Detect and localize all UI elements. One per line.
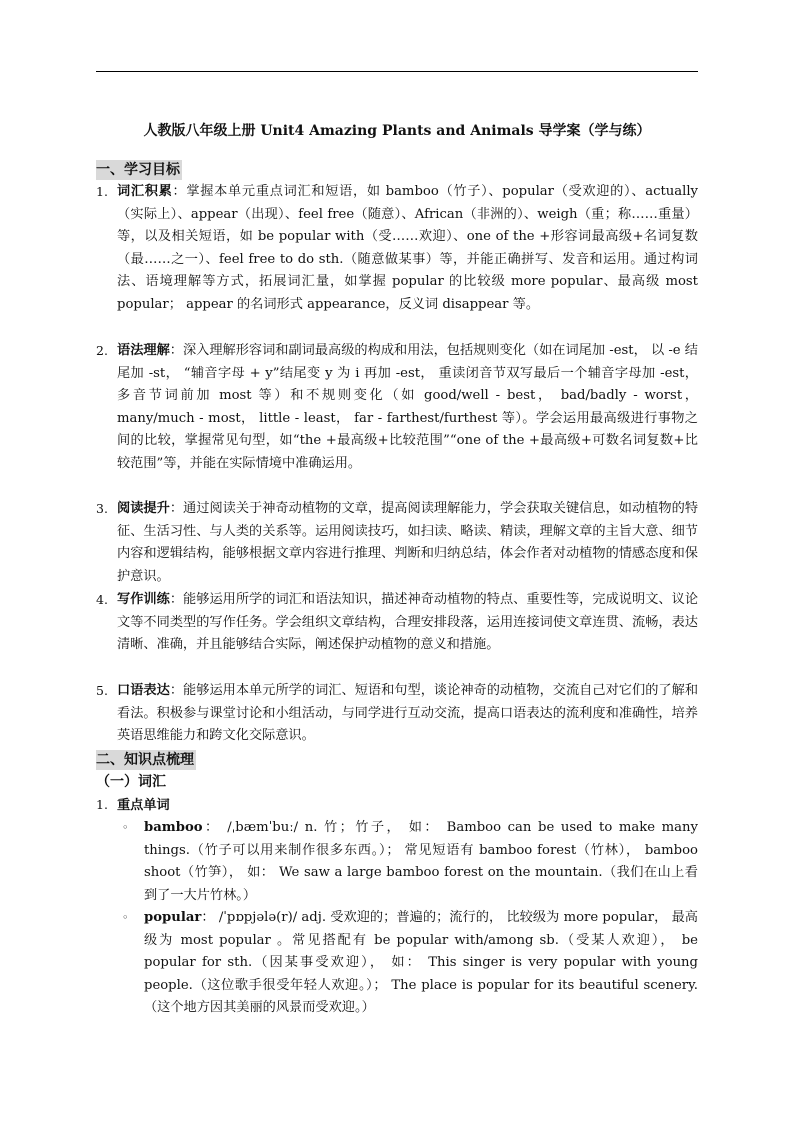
vocab-list-title: 重点单词 [117,798,170,813]
goal-item-2 [96,340,698,476]
goal-item-3 [96,498,698,588]
goal-lead: 语法理解 [117,343,170,358]
goal-number: 1. [96,184,108,199]
goal-number: 3. [96,501,108,516]
goal-text: ：掌握本单元重点词汇和短语，如 bamboo（竹子）、popular（受欢迎的）、actually（实际上）、appear（出现）、feel free（随意）、African（非洲的）、weigh（重；称……重量）等，以及相关短语，如 be popular with（受……欢迎）、one of the +形容词最高级+名词复数（最……之一）、feel free to do sth.（随意做某事）等，并能正确拼写、发音和运用。通过构词法、语境理解等方式，拓展词汇量，如掌握 popular 的比较级 more popular、最高级 most popular； appear 的名词形式 appearance，反义词 disappear 等。 [117,184,699,312]
goal-text: ：通过阅读关于神奇动植物的文章，提高阅读理解能力，学会获取关键信息，如动植物的特征、生活习性、与人类的关系等。运用阅读技巧，如扫读、略读、精读，理解文章的主旨大意、细节内容和逻辑结构，能够根据文章内容进行推理、判断和归纳总结，体会作者对动植物的情感态度和保护意识。 [117,501,699,584]
goal-lead: 词汇积累 [117,184,173,199]
goal-item-4 [96,589,698,657]
goal-text: ：深入理解形容词和副词最高级的构成和用法，包括规则变化（如在词尾加 -est， 以 -e 结尾加 -st， “辅音字母 + y”结尾变 y 为 i 再加 -est， 重读闭音节双写最后一个辅音字母加 -est， 多音节词前加 most 等）和不规则变化（如 good/well - best， bad/badly - worst， many/much - most， little - least， far - farthest/furthest 等）。学会运用最高级进行事物之间的比较，掌握常见句型，如“the +最高级+比较范围”“one of the +最高级+可数名词复数+比较范围”等，并能在实际情境中准确运用。 [117,343,698,471]
goal-lead: 口语表达 [117,683,170,698]
goal-item-5 [96,680,698,748]
goal-item-1 [96,181,698,317]
goal-text: ：能够运用本单元所学的词汇、短语和句型，谈论神奇的动植物，交流自己对它们的了解和看法。积极参与课堂讨论和小组活动，与同学进行互动交流，提高口语表达的流利度和准确性，培养英语思维能力和跨文化交际意识。 [117,683,699,744]
word-head: popular [144,910,202,925]
word-entry-popular [122,907,698,1020]
sub-heading-vocab: （一）词汇 [96,774,166,790]
header-rule [96,71,698,72]
goal-lead: 阅读提升 [117,501,170,516]
goal-lead: 写作训练 [117,592,170,607]
bullet-icon: ◦ [122,821,129,834]
section-heading-knowledge: 二、知识点梳理 [96,752,194,768]
vocab-list-label [96,794,170,817]
goal-number: 2. [96,343,108,358]
word-text: ： /ˈpɒpjələ(r)/ adj. 受欢迎的；普遍的；流行的， 比较级为 more popular， 最高级为 most popular 。常见搭配有 be popular with/among sb.（受某人欢迎）， be popular for sth.（因某事受欢迎）， 如： This singer is very popular with young people.（这位歌手很受年轻人欢迎。）； The place is popular for its beautiful scenery.（这个地方因其美丽的风景而受欢迎。） [144,910,698,1016]
section-heading-goals: 一、学习目标 [96,162,180,178]
word-head: bamboo [144,820,203,835]
word-text: ： /ˌbæmˈbuː/ n. 竹；竹子， 如： Bamboo can be used to make many things.（竹子可以用来制作很多东西。）； 常见短语有 bamboo forest（竹林）， bamboo shoot（竹笋）， 如： We saw a large bamboo forest on the mountain.（我们在山上看到了一大片竹林。） [144,820,698,903]
bullet-icon: ◦ [122,911,129,924]
goal-number: 4. [96,592,108,607]
goal-number: 5. [96,683,108,698]
vocab-list-number: 1. [96,797,108,812]
goal-text: ：能够运用所学的词汇和语法知识，描述神奇动植物的特点、重要性等，完成说明文、议论文等不同类型的写作任务。学会组织文章结构，合理安排段落，运用连接词使文章连贯、流畅，表达清晰、准确，并且能够结合实际，阐述保护动植物的意义和措施。 [117,592,699,653]
word-entry-bamboo [122,817,698,907]
document-title: 人教版八年级上册 Unit4 Amazing Plants and Animals 导学案（学与练） [143,123,651,139]
